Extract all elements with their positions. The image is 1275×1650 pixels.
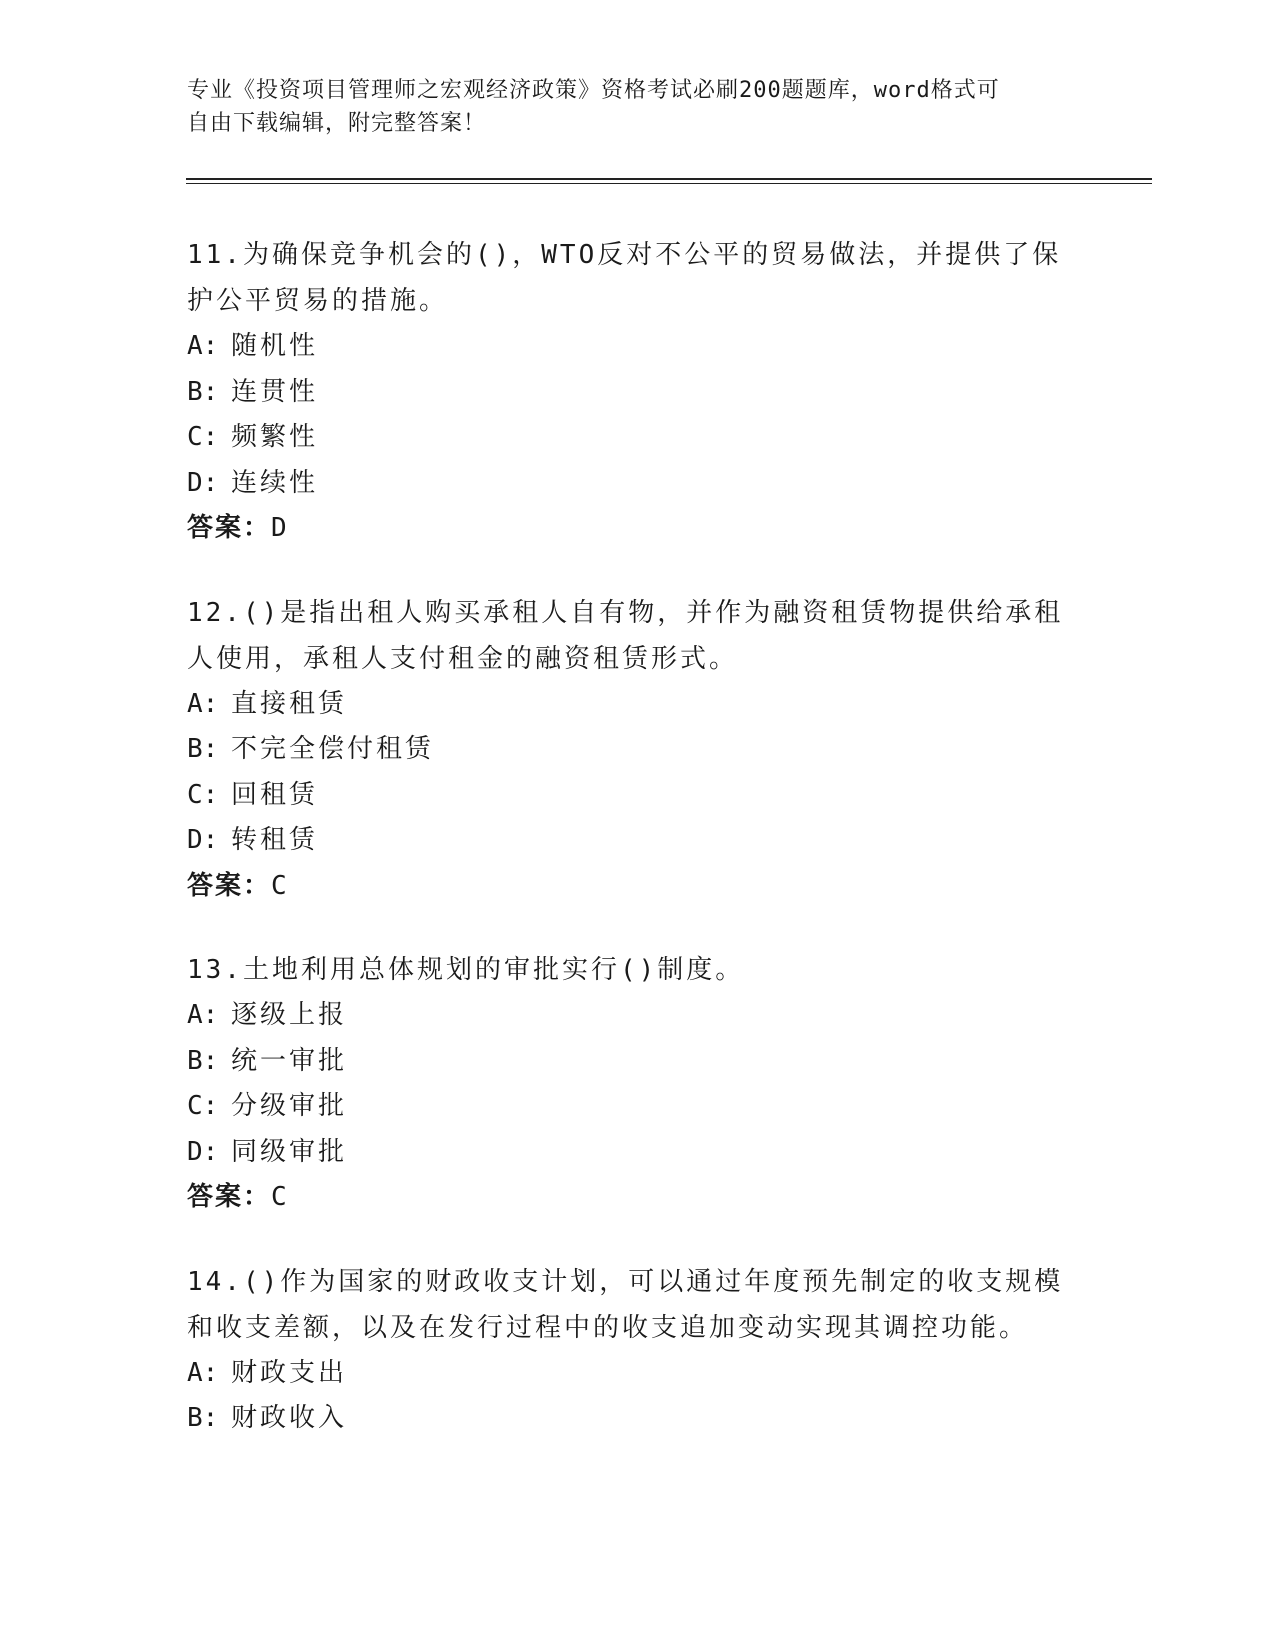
option-text: 财政收入 <box>231 1403 348 1433</box>
option-letter: B: <box>187 734 219 764</box>
answer-value: C <box>271 1182 289 1212</box>
option-text: 随机性 <box>231 331 319 361</box>
option-letter: B: <box>187 1403 219 1433</box>
answer-label: 答案： <box>187 1182 272 1212</box>
answer-line <box>187 864 1087 910</box>
option-list <box>187 682 1087 864</box>
option-list <box>187 324 1087 506</box>
option-list <box>187 1351 1087 1442</box>
header-line-2: 自由下载编辑，附完整答案！ <box>187 111 487 136</box>
question-text: ()是指出租人购买承租人自有物，并作为融资租赁物提供给承租人使用，承租人支付租金的融资租赁形式。 <box>187 597 1064 674</box>
option-b <box>187 1396 1087 1442</box>
question-number: 13. <box>187 955 243 985</box>
option-c <box>187 773 1087 819</box>
document-header <box>187 74 1067 140</box>
question-stem <box>187 232 1087 324</box>
option-letter: D: <box>187 1136 219 1167</box>
answer-label: 答案： <box>187 513 272 543</box>
option-text: 连续性 <box>231 467 319 498</box>
option-b <box>187 727 1087 773</box>
option-a <box>187 324 1087 370</box>
header-line-1: 专业《投资项目管理师之宏观经济政策》资格考试必刷200题题库，word格式可 <box>187 78 1000 103</box>
option-d <box>187 818 1087 864</box>
option-text: 连贯性 <box>231 376 319 407</box>
answer-value: D <box>271 513 289 543</box>
option-d <box>187 1130 1087 1176</box>
answer-line <box>187 506 1087 552</box>
option-letter: C: <box>187 779 219 810</box>
question-number: 12. <box>187 597 243 628</box>
question-text: 为确保竞争机会的()，WTO反对不公平的贸易做法，并提供了保护公平贸易的措施。 <box>187 240 1062 316</box>
answer-value: C <box>271 870 289 901</box>
header-divider-thin <box>186 183 1152 184</box>
option-b <box>187 370 1087 416</box>
option-a <box>187 1351 1087 1397</box>
question-stem <box>187 1259 1087 1351</box>
option-letter: B: <box>187 376 219 407</box>
option-b <box>187 1039 1087 1085</box>
question-list <box>187 232 1087 1480</box>
question-14 <box>187 1259 1087 1442</box>
header-divider-thick <box>186 178 1152 180</box>
option-letter: C: <box>187 1091 219 1121</box>
option-letter: C: <box>187 422 219 452</box>
question-13 <box>187 947 1087 1221</box>
question-text: ()作为国家的财政收支计划，可以通过年度预先制定的收支规模和收支差额，以及在发行过程中的收支追加变动实现其调控功能。 <box>187 1266 1064 1343</box>
option-letter: B: <box>187 1045 219 1076</box>
answer-line <box>187 1175 1087 1221</box>
option-letter: D: <box>187 467 219 498</box>
option-text: 回租赁 <box>231 779 319 810</box>
question-number: 11. <box>187 240 243 270</box>
question-11 <box>187 232 1087 552</box>
option-text: 财政支出 <box>231 1357 348 1388</box>
option-letter: A: <box>187 1000 219 1030</box>
option-text: 逐级上报 <box>231 1000 348 1030</box>
option-text: 转租赁 <box>231 825 319 855</box>
option-text: 不完全偿付租赁 <box>231 734 435 764</box>
option-letter: D: <box>187 825 219 855</box>
option-text: 直接租赁 <box>231 688 348 719</box>
option-text: 分级审批 <box>231 1091 348 1121</box>
question-stem <box>187 947 1087 993</box>
option-letter: A: <box>187 688 219 719</box>
question-number: 14. <box>187 1266 243 1297</box>
option-a <box>187 682 1087 728</box>
option-text: 频繁性 <box>231 422 319 452</box>
option-list <box>187 993 1087 1175</box>
question-12 <box>187 590 1087 910</box>
answer-label: 答案： <box>187 870 272 901</box>
option-letter: A: <box>187 1357 219 1388</box>
option-letter: A: <box>187 331 219 361</box>
option-d <box>187 461 1087 507</box>
option-text: 统一审批 <box>231 1045 348 1076</box>
option-c <box>187 415 1087 461</box>
option-text: 同级审批 <box>231 1136 348 1167</box>
option-c <box>187 1084 1087 1130</box>
option-a <box>187 993 1087 1039</box>
question-text: 土地利用总体规划的审批实行()制度。 <box>242 955 745 985</box>
question-stem <box>187 590 1087 682</box>
